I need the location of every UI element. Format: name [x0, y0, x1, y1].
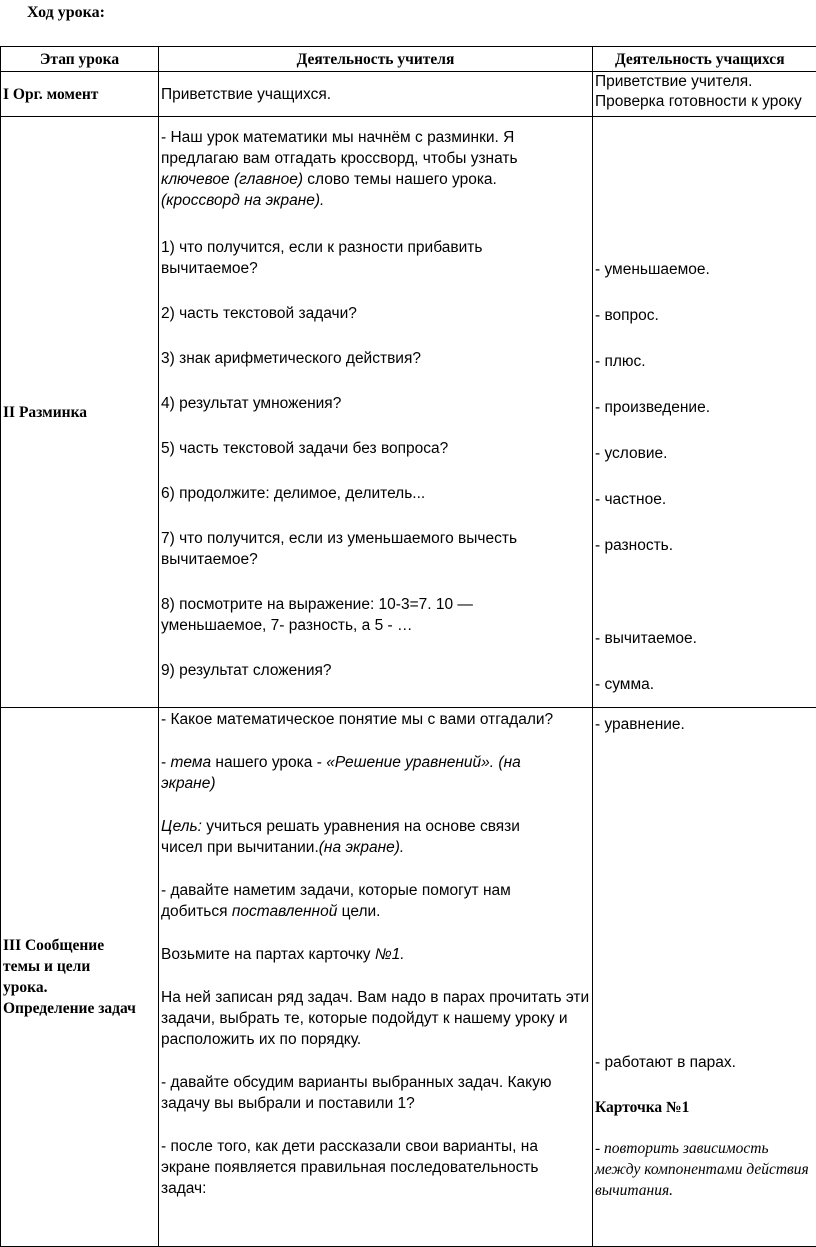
stage-goal-line4: Определение задач: [3, 998, 156, 1019]
table-row-warmup: [1, 117, 816, 708]
warmup-q9: 9) результат сложения?: [161, 660, 590, 681]
students-org-line2: Проверка готовности к уроку: [595, 92, 816, 112]
goal-p4-b: цели.: [337, 903, 380, 920]
teacher-org: [159, 72, 593, 117]
warmup-intro: [161, 127, 541, 211]
teacher-warmup: [159, 117, 593, 708]
goal-p2-em2: «Решение уравнений». (на экране): [161, 754, 521, 792]
stage-goal-line2: темы и цели: [3, 956, 156, 977]
goal-p2-b: нашего урока -: [211, 754, 326, 771]
stage-goal-line1: III Сообщение: [3, 935, 156, 956]
goal-p8: - после того, как дети рассказали свои варианты, на экране появляется правильная последовательность задач:: [161, 1136, 571, 1199]
students-warmup: [593, 117, 816, 708]
warmup-a2: - вопрос.: [595, 305, 816, 326]
warmup-q6: 6) продолжите: делимое, делитель...: [161, 483, 590, 504]
warmup-intro-em2: (кроссворд на экране).: [161, 192, 324, 209]
stage-goal-line3: урока.: [3, 977, 156, 998]
goal-p1: - Какое математическое понятие мы с вами отгадали?: [161, 709, 590, 730]
goal-p2-a: -: [161, 754, 170, 771]
header-teacher: Деятельность учителя: [159, 47, 593, 72]
warmup-intro-a: - Наш урок математики мы начнём с разминки. Я предлагаю вам отгадать кроссворд, чтобы узнать: [161, 129, 518, 167]
goal-p3: [161, 816, 561, 858]
table-row-goal: [1, 708, 816, 1247]
warmup-a5: - условие.: [595, 443, 816, 464]
goal-s4: - повторить зависимость между компонентами действия вычитания.: [595, 1138, 810, 1201]
students-org: [593, 72, 816, 117]
teacher-org-text: Приветствие учащихся.: [161, 86, 331, 103]
goal-p4-a: - давайте наметим задачи, которые помогут нам добиться: [161, 882, 511, 920]
stage-goal: [1, 708, 159, 1247]
table-header-row: [1, 47, 816, 72]
warmup-intro-em1: ключевое (главное): [161, 171, 303, 188]
stage-warmup: II Разминка: [1, 117, 159, 708]
warmup-a7: - разность.: [595, 535, 816, 556]
goal-p3-b: учиться решать уравнения на основе связи чисел при вычитании.: [161, 818, 520, 856]
section-heading: Ход урока:: [27, 4, 105, 22]
stage-org: I Орг. момент: [1, 72, 159, 117]
header-students: Деятельность учащихся: [593, 47, 816, 72]
students-goal: [593, 708, 816, 1247]
warmup-a8: - вычитаемое.: [595, 628, 816, 649]
warmup-q4: 4) результат умножения?: [161, 393, 590, 414]
goal-p2-em1: тема: [170, 754, 211, 771]
warmup-a3: - плюс.: [595, 351, 816, 372]
goal-s2: - работают в парах.: [595, 1052, 816, 1073]
goal-p5-em: №1.: [375, 946, 405, 963]
goal-p5-a: Возьмите на партах карточку: [161, 946, 375, 963]
warmup-q3: 3) знак арифметического действия?: [161, 348, 590, 369]
warmup-a1: - уменьшаемое.: [595, 259, 816, 280]
warmup-a6: - частное.: [595, 489, 816, 510]
goal-p2: [161, 752, 561, 794]
goal-p6: На ней записан ряд задач. Вам надо в парах прочитать эти задачи, выбрать те, которые подойдут к нашему уроку и расположить их по порядку.: [161, 987, 590, 1050]
warmup-q2: 2) часть текстовой задачи?: [161, 303, 590, 324]
table-row-org: [1, 72, 816, 117]
teacher-goal: [159, 708, 593, 1247]
goal-p7: - давайте обсудим варианты выбранных задач. Какую задачу вы выбрали и поставили 1?: [161, 1072, 571, 1114]
warmup-a4: - произведение.: [595, 397, 816, 418]
warmup-q5: 5) часть текстовой задачи без вопроса?: [161, 438, 590, 459]
goal-p4-em: поставленной: [232, 903, 338, 920]
warmup-intro-b: слово темы нашего урока.: [307, 171, 497, 188]
students-org-line1: Приветствие учителя.: [595, 72, 816, 92]
goal-s3: Карточка №1: [595, 1097, 816, 1118]
goal-p4: [161, 880, 561, 922]
lesson-table: [0, 46, 816, 1247]
warmup-q7: 7) что получится, если из уменьшаемого вычесть вычитаемое?: [161, 528, 561, 570]
warmup-q1: 1) что получится, если к разности прибавить вычитаемое?: [161, 237, 541, 279]
goal-p5: [161, 944, 590, 965]
warmup-a9: - сумма.: [595, 674, 816, 695]
warmup-q8: 8) посмотрите на выражение: 10-3=7. 10 — уменьшаемое, 7- разность, а 5 - …: [161, 594, 521, 636]
goal-s1: - уравнение.: [595, 714, 816, 735]
goal-p3-em: Цель:: [161, 818, 202, 835]
header-stage: Этап урока: [1, 47, 159, 72]
goal-p3-em2: (на экране).: [319, 839, 404, 856]
